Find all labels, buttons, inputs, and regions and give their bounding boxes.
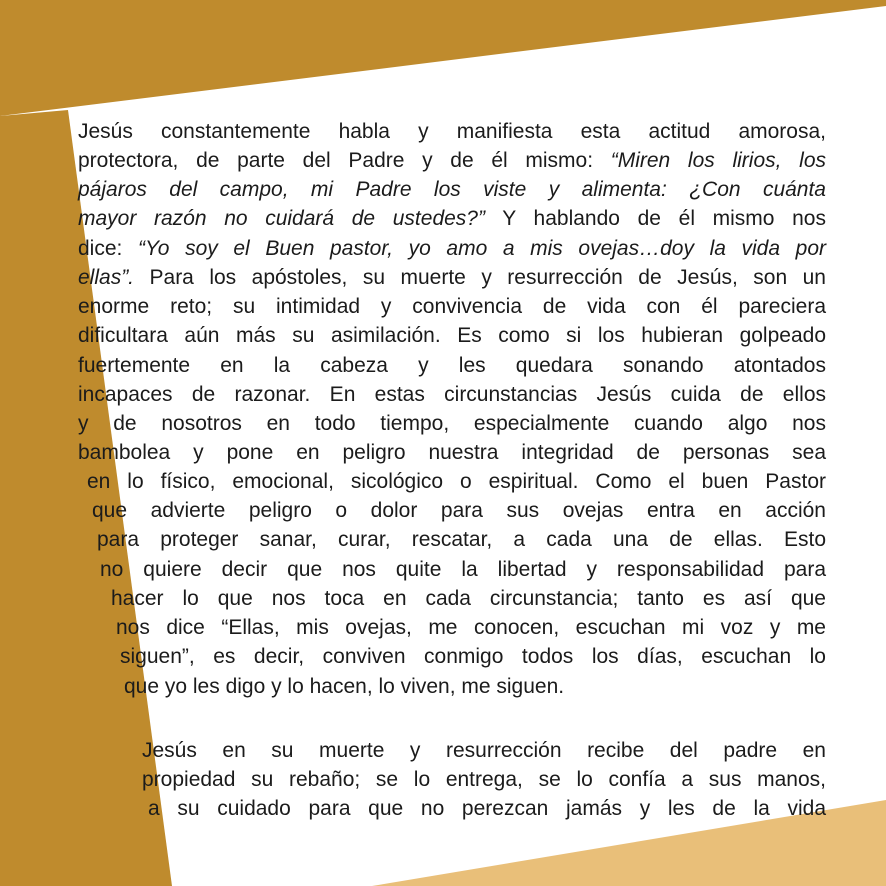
text-line: mayor razón no cuidará de ustedes?” Y hablando de él mismo nos [78, 207, 826, 230]
text-line: fuertemente en la cabeza y les quedara sonando atontados [78, 354, 826, 377]
text-line: dice: “Yo soy el Buen pastor, yo amo a mis ovejas…doy la vida por [78, 237, 826, 260]
text-line: para proteger sanar, curar, rescatar, a cada una de ellas. Esto [97, 528, 826, 551]
text-line: Jesús constantemente habla y manifiesta esta actitud amorosa, [78, 120, 826, 143]
text-line: y de nosotros en todo tiempo, especialmente cuando algo nos [78, 412, 826, 435]
text-line: siguen”, es decir, conviven conmigo todos los días, escuchan lo [120, 645, 826, 668]
gold-top-band [0, 0, 886, 116]
text-line: bambolea y pone en peligro nuestra integridad de personas sea [78, 441, 826, 464]
text-line: Jesús en su muerte y resurrección recibe del padre en [142, 739, 826, 762]
text-line: a su cuidado para que no perezcan jamás y les de la vida [148, 797, 826, 820]
text-line: dificultara aún más su asimilación. Es como si los hubieran golpeado [78, 324, 826, 347]
text-line: nos dice “Ellas, mis ovejas, me conocen, escuchan mi voz y me [116, 616, 826, 639]
text-line: no quiere decir que nos quite la libertad y responsabilidad para [100, 558, 826, 581]
text-line: hacer lo que nos toca en cada circunstancia; tanto es así que [111, 587, 826, 610]
text-line: que advierte peligro o dolor para sus ovejas entra en acción [92, 499, 826, 522]
text-line: propiedad su rebaño; se lo entrega, se lo confía a sus manos, [142, 768, 826, 791]
text-line: pájaros del campo, mi Padre los viste y alimenta: ¿Con cuánta [78, 178, 826, 201]
text-line: ellas”. Para los apóstoles, su muerte y resurrección de Jesús, son un [78, 266, 826, 289]
text-line: incapaces de razonar. En estas circunstancias Jesús cuida de ellos [78, 383, 826, 406]
text-line: protectora, de parte del Padre y de él mismo: “Miren los lirios, los [78, 149, 826, 172]
text-line: enorme reto; su intimidad y convivencia de vida con él pareciera [78, 295, 826, 318]
text-line: que yo les digo y lo hacen, lo viven, me siguen. [124, 675, 565, 698]
text-line: en lo físico, emocional, sicológico o espiritual. Como el buen Pastor [87, 470, 826, 493]
